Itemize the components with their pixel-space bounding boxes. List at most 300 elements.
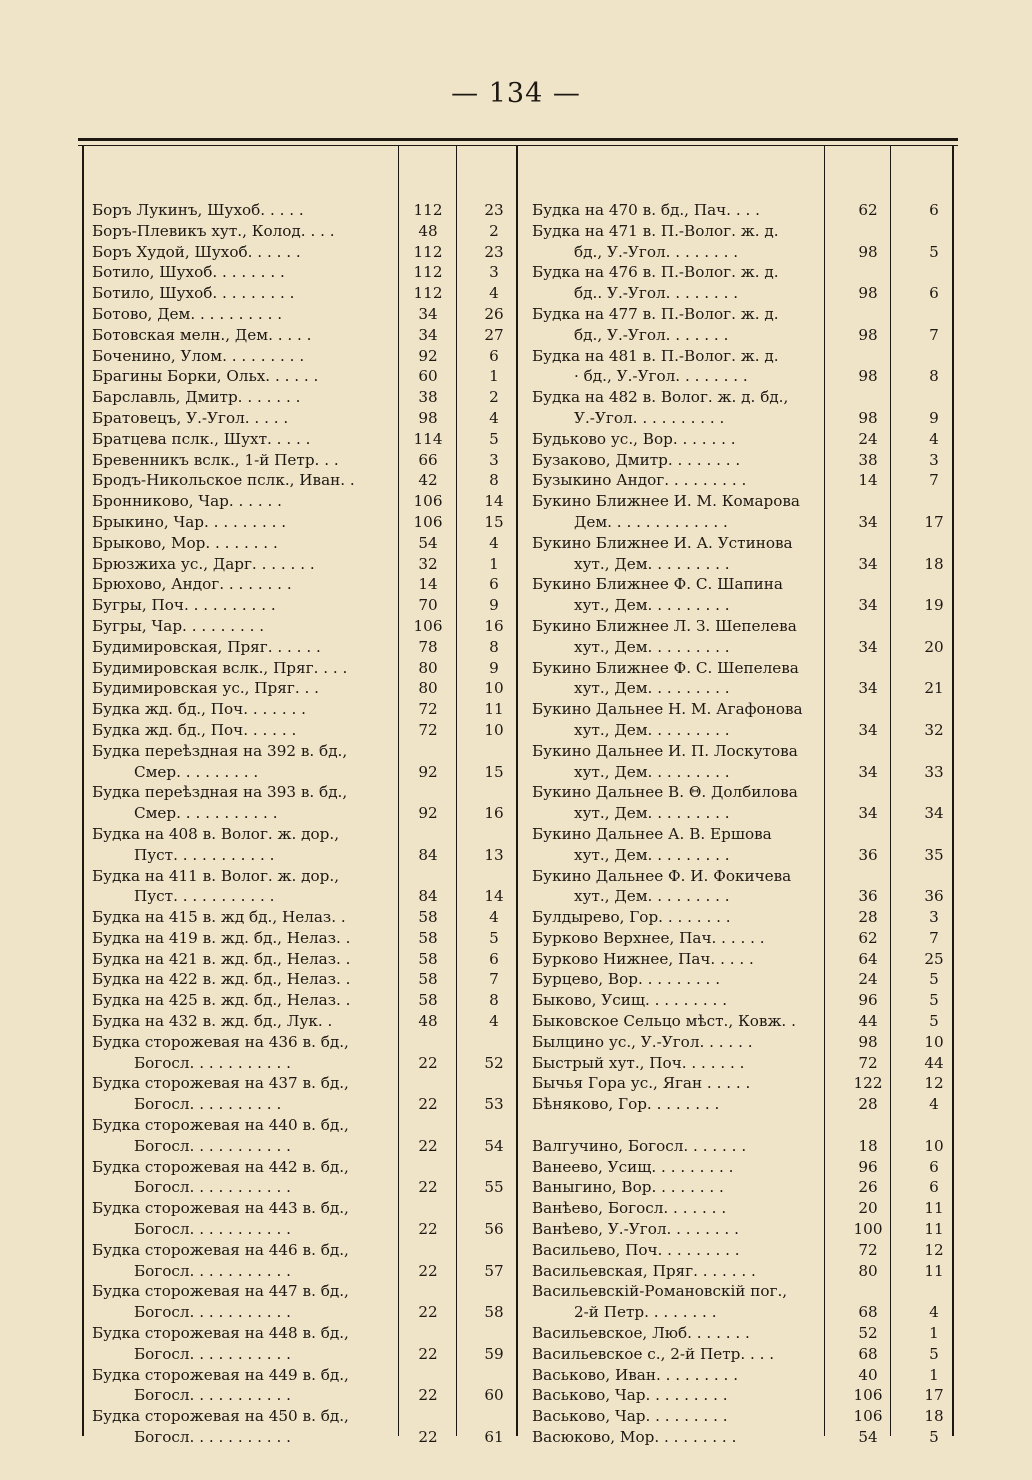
entry-item-number: 16 <box>484 616 504 635</box>
index-entry-row <box>92 928 512 949</box>
entry-page-number: 72 <box>418 700 438 719</box>
entry-page-number: 20 <box>858 1199 878 1218</box>
entry-item-number: 11 <box>924 1261 944 1280</box>
entry-page-number: 96 <box>858 991 878 1010</box>
index-entry-row <box>92 658 512 679</box>
entry-page-number: 32 <box>418 554 438 573</box>
index-entry-row <box>92 283 512 304</box>
entry-item-number: 6 <box>929 1157 939 1176</box>
entry-item-number: 3 <box>489 450 499 469</box>
entry-name: Будка сторожевая на 447 в. бд., <box>92 1282 349 1301</box>
entry-name: Брыково, Мор. . . . . . . . <box>92 533 278 552</box>
entry-name: Смер. . . . . . . . . <box>134 762 259 781</box>
entry-name: Бронниково, Чар. . . . . . <box>92 492 282 511</box>
entry-page-number: 44 <box>858 1012 878 1031</box>
index-entry-row <box>92 990 512 1011</box>
entry-name: · бд., У.-Угол. . . . . . . . <box>574 367 748 386</box>
entry-page-number: 22 <box>418 1095 438 1114</box>
entry-item-number: 23 <box>484 201 504 219</box>
entry-name: Бузыкино Андог. . . . . . . . . <box>532 471 747 490</box>
index-entry-row <box>92 949 512 970</box>
entry-item-number: 44 <box>924 1053 944 1072</box>
entry-item-number: 13 <box>484 845 504 864</box>
index-entry-row <box>92 574 512 595</box>
entry-name: Будка на 471 в. П.-Волог. ж. д. <box>532 221 779 240</box>
index-entry-row <box>92 1323 512 1344</box>
index-entry-row <box>532 1302 952 1323</box>
entry-item-number: 5 <box>929 991 939 1010</box>
index-entry-row <box>92 470 512 491</box>
entry-page-number: 54 <box>858 1428 878 1447</box>
entry-item-number: 6 <box>489 346 499 365</box>
entry-page-number: 48 <box>418 1012 438 1031</box>
entry-name: Смер. . . . . . . . . . . <box>134 804 278 823</box>
entry-item-number: 27 <box>484 325 504 344</box>
index-entry-row <box>532 907 952 928</box>
entry-page-number: 28 <box>858 1095 878 1114</box>
entry-page-number: 66 <box>418 450 438 469</box>
entry-name: Богосл. . . . . . . . . . . <box>134 1136 291 1155</box>
entry-name: Букино Ближнее И. М. Комарова <box>532 492 800 511</box>
index-entry-row <box>532 1032 952 1053</box>
entry-name: бд.. У.-Угол. . . . . . . . <box>574 284 739 303</box>
index-entry-row <box>532 1177 952 1198</box>
index-entry-row <box>532 595 952 616</box>
index-entry-row <box>92 1365 512 1386</box>
entry-item-number: 9 <box>489 658 499 677</box>
entry-page-number: 72 <box>418 720 438 739</box>
entry-item-number: 33 <box>924 762 944 781</box>
entry-name: Будка сторожевая на 437 в. бд., <box>92 1074 349 1093</box>
entry-page-number: 98 <box>858 284 878 303</box>
index-entry-row <box>532 1261 952 1282</box>
entry-page-number: 54 <box>418 533 438 552</box>
index-entry-row <box>92 1385 512 1406</box>
entry-page-number: 100 <box>853 1220 883 1239</box>
entry-name: Пуст. . . . . . . . . . . <box>134 887 275 906</box>
entry-page-number: 70 <box>418 596 438 615</box>
entry-page-number: 106 <box>413 512 443 531</box>
entry-name: хут., Дем. . . . . . . . . <box>574 804 730 823</box>
entry-page-number: 112 <box>413 263 443 282</box>
entry-name: Ванѣево, Богосл. . . . . . . <box>532 1199 727 1218</box>
entry-page-number: 72 <box>858 1053 878 1072</box>
entry-name: Будка сторожевая на 448 в. бд., <box>92 1324 349 1343</box>
index-entry-row <box>92 720 512 741</box>
entry-item-number: 7 <box>929 325 939 344</box>
entry-page-number: 98 <box>858 325 878 344</box>
entry-page-number: 36 <box>858 845 878 864</box>
index-entry-row <box>92 1281 512 1302</box>
entry-page-number: 80 <box>418 658 438 677</box>
entry-page-number: 22 <box>418 1386 438 1405</box>
entry-page-number: 34 <box>858 679 878 698</box>
entry-item-number: 9 <box>929 408 939 427</box>
index-entry-row <box>92 242 512 263</box>
entry-page-number: 24 <box>858 429 878 448</box>
entry-page-number: 52 <box>858 1324 878 1343</box>
index-entry-row <box>532 387 952 408</box>
entry-page-number: 22 <box>418 1136 438 1155</box>
index-entry-row <box>532 242 952 263</box>
entry-name: Боръ Лукинъ, Шухоб. . . . . <box>92 201 304 219</box>
index-entry-row <box>92 491 512 512</box>
index-entry-row <box>532 1094 952 1115</box>
index-entry-row <box>92 512 512 533</box>
index-entry-row <box>532 1323 952 1344</box>
index-entry-row <box>92 1032 512 1053</box>
index-entry-row <box>92 1157 512 1178</box>
entry-item-number: 5 <box>929 970 939 989</box>
entry-item-number: 25 <box>924 949 944 968</box>
index-entry-row <box>532 969 952 990</box>
index-entry-row <box>532 1406 952 1427</box>
entry-page-number: 14 <box>858 471 878 490</box>
entry-item-number: 10 <box>484 720 504 739</box>
entry-page-number: 22 <box>418 1344 438 1363</box>
index-entry-row <box>532 1365 952 1386</box>
index-entry-row <box>532 429 952 450</box>
entry-name: Будка на 481 в. П.-Волог. ж. д. <box>532 346 779 365</box>
index-entry-row <box>532 262 952 283</box>
index-entry-row <box>92 1261 512 1282</box>
index-entry-row <box>92 907 512 928</box>
entry-name: Богосл. . . . . . . . . . . <box>134 1220 291 1239</box>
entry-name: Васильевская, Пряг. . . . . . . <box>532 1261 756 1280</box>
entry-page-number: 34 <box>418 325 438 344</box>
index-entry-row <box>532 1157 952 1178</box>
index-entry-row <box>92 678 512 699</box>
entry-page-number: 62 <box>858 928 878 947</box>
entry-item-number: 17 <box>924 1386 944 1405</box>
entry-name: Ваныгино, Вор. . . . . . . . <box>532 1178 724 1197</box>
entry-item-number: 5 <box>929 1428 939 1447</box>
index-entry-row <box>532 1344 952 1365</box>
entry-name: Быковское Сельцо мѣст., Ковж. . <box>532 1012 796 1031</box>
entry-name: Будка жд. бд., Поч. . . . . . <box>92 720 297 739</box>
entry-name: Былцино ус., У.-Угол. . . . . . <box>532 1032 753 1051</box>
index-entry-row <box>92 1427 512 1448</box>
entry-page-number: 28 <box>858 908 878 927</box>
index-entry-row <box>532 1073 952 1094</box>
entry-page-number: 68 <box>858 1303 878 1322</box>
entry-item-number: 14 <box>484 492 504 511</box>
entry-item-number: 6 <box>929 284 939 303</box>
entry-name: Будка сторожевая на 440 в. бд., <box>92 1116 349 1135</box>
entry-item-number: 54 <box>484 1136 504 1155</box>
index-entry-row <box>532 949 952 970</box>
index-entry-row <box>532 886 952 907</box>
index-entry-row <box>532 741 952 762</box>
entry-page-number: 58 <box>418 970 438 989</box>
entry-name: Ботовская мелн., Дем. . . . . <box>92 325 312 344</box>
index-entry-row <box>92 1344 512 1365</box>
entry-name: Будка на 415 в. жд бд., Нелаз. . <box>92 908 346 927</box>
entry-item-number: 2 <box>489 221 499 240</box>
index-entry-row <box>532 1427 952 1448</box>
entry-page-number: 98 <box>418 408 438 427</box>
entry-name: Букино Ближнее И. А. Устинова <box>532 533 793 552</box>
entry-page-number: 38 <box>418 388 438 407</box>
entry-name: Бродъ-Никольское пслк., Иван. . <box>92 471 355 490</box>
entry-name: Васильевское с., 2-й Петр. . . . <box>532 1344 775 1363</box>
index-entry-row <box>92 1094 512 1115</box>
entry-item-number: 1 <box>489 367 499 386</box>
entry-name: Будимировская, Пряг. . . . . . <box>92 637 321 656</box>
page-number: — 134 — <box>451 78 581 109</box>
index-entry-row <box>92 616 512 637</box>
entry-item-number: 16 <box>484 804 504 823</box>
top-rule-thin <box>78 145 958 146</box>
entry-item-number: 7 <box>489 970 499 989</box>
entry-page-number: 22 <box>418 1053 438 1072</box>
index-entry-row <box>532 221 952 242</box>
left-index-column <box>92 200 512 1448</box>
entry-item-number: 11 <box>484 700 504 719</box>
entry-name: хут., Дем. . . . . . . . . <box>574 845 730 864</box>
index-entry-row <box>532 866 952 887</box>
entry-name: Булдырево, Гор. . . . . . . . <box>532 908 731 927</box>
entry-name: Брюзжиха ус., Дарг. . . . . . . <box>92 554 315 573</box>
entry-page-number: 80 <box>858 1261 878 1280</box>
entry-page-number: 98 <box>858 408 878 427</box>
entry-page-number: 68 <box>858 1344 878 1363</box>
entry-item-number: 15 <box>484 762 504 781</box>
index-entry-row <box>92 845 512 866</box>
entry-page-number: 34 <box>858 804 878 823</box>
entry-item-number: 5 <box>929 1012 939 1031</box>
entry-item-number: 36 <box>924 887 944 906</box>
index-entry-row <box>532 491 952 512</box>
entry-item-number: 8 <box>489 991 499 1010</box>
entry-name: Васьково, Иван. . . . . . . . . <box>532 1365 739 1384</box>
entry-name: Букино Дальнее Н. М. Агафонова <box>532 700 803 719</box>
entry-item-number: 6 <box>929 201 939 219</box>
index-entry-row <box>92 741 512 762</box>
index-entry-row <box>532 1281 952 1302</box>
index-entry-row <box>92 886 512 907</box>
entry-name: Бурково Нижнее, Пач. . . . . <box>532 949 754 968</box>
index-entry-row <box>92 1136 512 1157</box>
index-entry-row <box>92 824 512 845</box>
entry-name: хут., Дем. . . . . . . . . <box>574 887 730 906</box>
index-entry-row <box>532 699 952 720</box>
entry-page-number: 48 <box>418 221 438 240</box>
entry-name: Богосл. . . . . . . . . . . <box>134 1386 291 1405</box>
entry-page-number: 106 <box>853 1407 883 1426</box>
index-entry-row <box>532 554 952 575</box>
entry-name: Васильевское, Люб. . . . . . . <box>532 1324 750 1343</box>
entry-name: Богосл. . . . . . . . . . . <box>134 1261 291 1280</box>
index-entry-row <box>92 969 512 990</box>
entry-page-number: 84 <box>418 887 438 906</box>
index-entry-row <box>532 1136 952 1157</box>
entry-name: Богосл. . . . . . . . . . . <box>134 1344 291 1363</box>
entry-page-number: 58 <box>418 991 438 1010</box>
entry-name: Ботило, Шухоб. . . . . . . . . <box>92 284 295 303</box>
entry-name: Букино Ближнее Л. З. Шепелева <box>532 616 797 635</box>
entry-name: Будка на 408 в. Волог. ж. дор., <box>92 824 340 843</box>
entry-name: Бурково Верхнее, Пач. . . . . . <box>532 928 765 947</box>
index-entry-row <box>92 762 512 783</box>
index-entry-row <box>532 1385 952 1406</box>
index-entry-row <box>92 1053 512 1074</box>
index-entry-row <box>532 366 952 387</box>
entry-name: Ванеево, Усищ. . . . . . . . . <box>532 1157 734 1176</box>
entry-page-number: 112 <box>413 284 443 303</box>
entry-name: Бѣняково, Гор. . . . . . . . <box>532 1095 720 1114</box>
entry-item-number: 6 <box>489 949 499 968</box>
index-entry-row <box>532 325 952 346</box>
entry-item-number: 10 <box>924 1032 944 1051</box>
entry-name: Букино Ближнее Ф. С. Шапина <box>532 575 783 594</box>
entry-page-number: 92 <box>418 762 438 781</box>
entry-page-number: 112 <box>413 242 443 261</box>
entry-page-number: 84 <box>418 845 438 864</box>
index-entry-row <box>532 1198 952 1219</box>
index-entry-row <box>532 533 952 554</box>
entry-name: бд., У.-Угол. . . . . . . <box>574 325 729 344</box>
index-entry-row <box>532 803 952 824</box>
entry-page-number: 34 <box>858 720 878 739</box>
entry-name: Бузаково, Дмитр. . . . . . . . <box>532 450 741 469</box>
index-entry-row <box>532 616 952 637</box>
entry-name: Боченино, Улом. . . . . . . . . <box>92 346 305 365</box>
entry-name: Будка жд. бд., Поч. . . . . . . <box>92 700 306 719</box>
entry-item-number: 26 <box>484 304 504 323</box>
index-entry-row <box>92 699 512 720</box>
entry-name: Букино Дальнее И. П. Лоскутова <box>532 741 798 760</box>
entry-name: Братовецъ, У.-Угол. . . . . <box>92 408 289 427</box>
left-border <box>82 146 84 1436</box>
entry-item-number: 4 <box>489 1012 499 1031</box>
entry-item-number: 12 <box>924 1240 944 1259</box>
entry-item-number: 35 <box>924 845 944 864</box>
index-entry-row <box>92 866 512 887</box>
entry-item-number: 3 <box>929 908 939 927</box>
entry-name: Будка на 419 в. жд. бд., Нелаз. . <box>92 928 351 947</box>
index-entry-row <box>532 283 952 304</box>
entry-page-number: 106 <box>413 616 443 635</box>
entry-item-number: 4 <box>489 408 499 427</box>
entry-item-number: 5 <box>929 242 939 261</box>
entry-item-number: 53 <box>484 1095 504 1114</box>
entry-page-number: 92 <box>418 804 438 823</box>
entry-name: Будимировская вслк., Пряг. . . . <box>92 658 348 677</box>
entry-item-number: 52 <box>484 1053 504 1072</box>
entry-page-number: 34 <box>858 512 878 531</box>
entry-name: Будка переѣздная на 393 в. бд., <box>92 783 348 802</box>
entry-name: Бурцево, Вор. . . . . . . . . <box>532 970 721 989</box>
entry-page-number: 34 <box>858 637 878 656</box>
entry-item-number: 58 <box>484 1303 504 1322</box>
index-entry-row <box>532 408 952 429</box>
entry-name: 2-й Петр. . . . . . . . <box>574 1303 717 1322</box>
entry-item-number: 7 <box>929 928 939 947</box>
entry-page-number: 22 <box>418 1220 438 1239</box>
index-entry-row <box>92 1177 512 1198</box>
entry-name: хут., Дем. . . . . . . . . <box>574 554 730 573</box>
index-entry-row <box>532 346 952 367</box>
entry-page-number: 64 <box>858 949 878 968</box>
entry-page-number: 34 <box>858 554 878 573</box>
entry-page-number: 22 <box>418 1178 438 1197</box>
index-entry-row <box>92 325 512 346</box>
entry-item-number: 11 <box>924 1220 944 1239</box>
entry-name: Букино Дальнее В. Θ. Долбилова <box>532 783 798 802</box>
entry-name: Будка на 425 в. жд. бд., Нелаз. . <box>92 991 351 1010</box>
index-entry-row <box>92 1198 512 1219</box>
index-entry-row <box>92 221 512 242</box>
entry-name: Будка переѣздная на 392 в. бд., <box>92 741 348 760</box>
entry-page-number: 78 <box>418 637 438 656</box>
entry-item-number: 8 <box>489 637 499 656</box>
index-entry-row <box>532 637 952 658</box>
entry-item-number: 61 <box>484 1428 504 1447</box>
entry-item-number: 57 <box>484 1261 504 1280</box>
entry-item-number: 4 <box>489 533 499 552</box>
index-entry-row <box>532 574 952 595</box>
index-entry-row <box>92 533 512 554</box>
entry-name: Васьково, Чар. . . . . . . . . <box>532 1386 728 1405</box>
entry-item-number: 7 <box>929 471 939 490</box>
entry-name: Будка на 421 в. жд. бд., Нелаз. . <box>92 949 351 968</box>
entry-page-number: 38 <box>858 450 878 469</box>
entry-page-number: 22 <box>418 1428 438 1447</box>
entry-page-number: 80 <box>418 679 438 698</box>
entry-name: хут., Дем. . . . . . . . . <box>574 720 730 739</box>
entry-item-number: 18 <box>924 1407 944 1426</box>
index-entry-row <box>532 658 952 679</box>
entry-item-number: 17 <box>924 512 944 531</box>
entry-page-number: 114 <box>413 429 443 448</box>
entry-page-number: 26 <box>858 1178 878 1197</box>
index-entry-row <box>532 1115 952 1136</box>
entry-name: Пуст. . . . . . . . . . . <box>134 845 275 864</box>
entry-name: Богосл. . . . . . . . . . . <box>134 1053 291 1072</box>
entry-item-number: 4 <box>489 908 499 927</box>
index-entry-row <box>532 720 952 741</box>
index-entry-row <box>532 200 952 221</box>
index-entry-row <box>92 1302 512 1323</box>
index-entry-row <box>92 262 512 283</box>
entry-page-number: 36 <box>858 887 878 906</box>
index-entry-row <box>92 366 512 387</box>
index-entry-row <box>92 1115 512 1136</box>
index-entry-row <box>92 1240 512 1261</box>
index-entry-row <box>92 637 512 658</box>
entry-name: Будка сторожевая на 449 в. бд., <box>92 1365 349 1384</box>
entry-name: Васильевскій-Романовскій пог., <box>532 1282 788 1301</box>
entry-name: хут., Дем. . . . . . . . . <box>574 762 730 781</box>
index-entry-row <box>92 595 512 616</box>
entry-name: Богосл. . . . . . . . . . <box>134 1095 282 1114</box>
entry-name: Будка на 432 в. жд. бд., Лук. . <box>92 1012 333 1031</box>
index-entry-row <box>92 200 512 221</box>
entry-page-number: 22 <box>418 1303 438 1322</box>
entry-item-number: 1 <box>489 554 499 573</box>
entry-page-number: 106 <box>853 1386 883 1405</box>
entry-name: Братцева пслк., Шухт. . . . . <box>92 429 311 448</box>
index-entry-row <box>92 803 512 824</box>
entry-page-number: 60 <box>418 367 438 386</box>
entry-name: Будка сторожевая на 436 в. бд., <box>92 1032 349 1051</box>
entry-name: Будимировская ус., Пряг. . . <box>92 679 319 698</box>
entry-name: Будка сторожевая на 450 в. бд., <box>92 1407 349 1426</box>
entry-item-number: 11 <box>924 1199 944 1218</box>
index-entry-row <box>92 450 512 471</box>
entry-item-number: 8 <box>929 367 939 386</box>
